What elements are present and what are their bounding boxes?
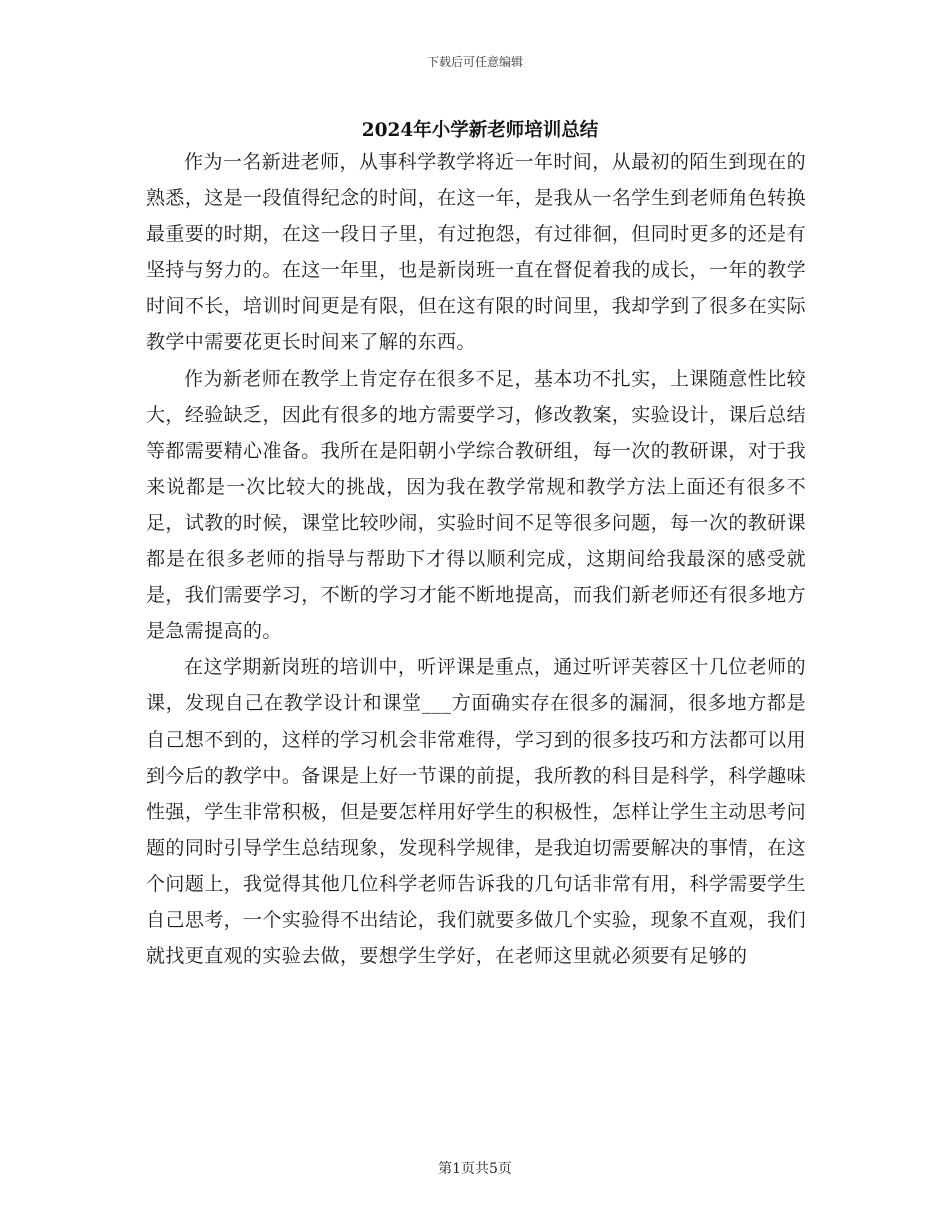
document-title: 2024年小学新老师培训总结 <box>361 120 599 141</box>
header-note: 下载后可任意编辑 <box>426 55 523 69</box>
paragraph-2: 作为新老师在教学上肯定存在很多不足，基本功不扎实，上课随意性比较大，经验缺乏，因此有很多的地方需要学习，修改教案，实验设计，课后总结等都需要精心准备。我所在是阳朝小学综合教研组，每一次的教研课，对于我来说都是一次比较大的挑战，因为我在教学常规和教学方法上面还有很多不足，试教的时候，课堂比较吵闹，实验时间不足等很多问题，每一次的教研课都是在很多老师的指导与帮助下才得以顺利完成，这期间给我最深的感受就是，我们需要学习，不断的学习才能不断地提高，而我们新老师还有很多地方是急需提高的。 <box>146 367 806 643</box>
page-number: 第1页共5页 <box>438 1161 512 1177</box>
document-body <box>146 144 806 974</box>
paragraph-3: 在这学期新岗班的培训中，听评课是重点，通过听评芙蓉区十几位老师的课，发现自己在教学设计和课堂___方面确实存在很多的漏洞，很多地方都是自己想不到的，这样的学习机会非常难得，学习到的很多技巧和方法都可以用到今后的教学中。备课是上好一节课的前提，我所教的科目是科学，科学趣味性强，学生非常积极，但是要怎样用好学生的积极性，怎样让学生主动思考问题的同时引导学生总结现象，发现科学规律，是我迫切需要解决的事情，在这个问题上，我觉得其他几位科学老师告诉我的几句话非常有用，科学需要学生自己思考，一个实验得不出结论，我们就要多做几个实验，现象不直观，我们就找更直观的实验去做，要想学生学好，在老师这里就必须要有足够的 <box>146 656 806 968</box>
paragraph-1: 作为一名新进老师，从事科学教学将近一年时间，从最初的陌生到现在的熟悉，这是一段值得纪念的时间，在这一年，是我从一名学生到老师角色转换最重要的时期，在这一段日子里，有过抱怨，有过徘徊，但同时更多的还是有坚持与努力的。在这一年里，也是新岗班一直在督促着我的成长，一年的教学时间不长，培训时间更是有限，但在这有限的时间里，我却学到了很多在实际教学中需要花更长时间来了解的东西。 <box>146 151 806 354</box>
